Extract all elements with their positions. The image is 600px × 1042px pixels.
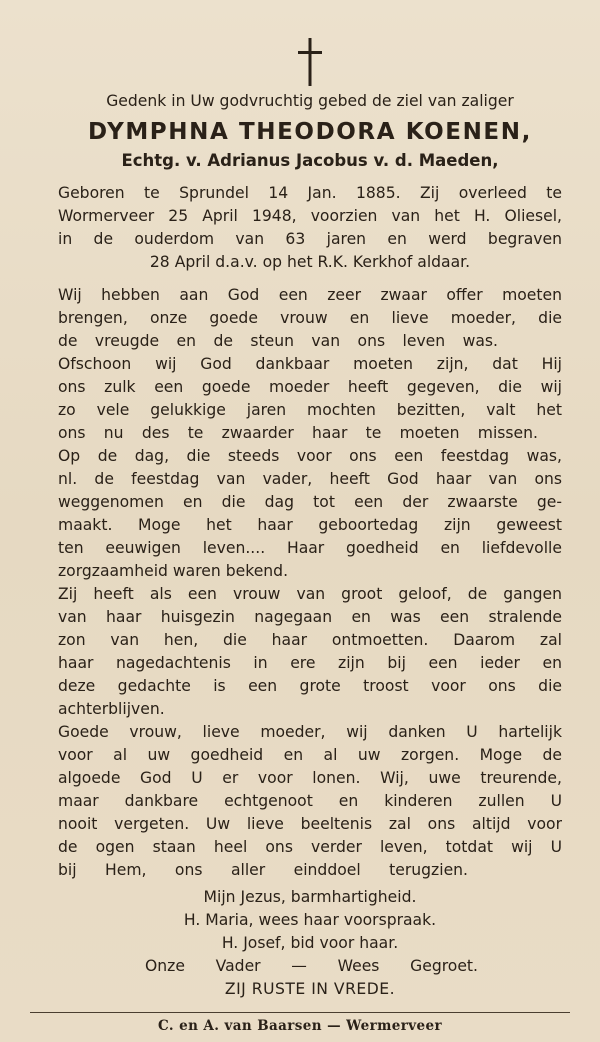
body-line: van haar huisgezin nagegaan en was een stralende	[58, 608, 562, 626]
body-line: Op de dag, die steeds voor ons een feestdag was,	[58, 447, 562, 465]
body-line: zon van hen, die haar ontmoetten. Daarom zal	[58, 631, 562, 649]
deceased-name: DYMPHNA THEODORA KOENEN,	[88, 119, 532, 145]
printer-credit: C. en A. van Baarsen — Wermerveer	[158, 1018, 442, 1034]
spouse-line: Echtg. v. Adrianus Jacobus v. d. Maeden,	[121, 151, 499, 170]
body-line: voor al uw goedheid en al uw zorgen. Moge de	[58, 746, 562, 764]
body-line: Ofschoon wij God dankbaar moeten zijn, dat Hij	[58, 355, 562, 373]
rest-in-peace: ZIJ RUSTE IN VREDE.	[224, 980, 396, 998]
body-line: nl. de feestdag van vader, heeft God haar van ons	[58, 470, 562, 488]
intro-line: Gedenk in Uw godvruchtig gebed de ziel van zaliger	[106, 92, 514, 110]
biography-line: Wormerveer 25 April 1948, voorzien van het H. Oliesel,	[58, 207, 562, 225]
body-line: zorgzaamheid waren bekend.	[58, 562, 289, 580]
body-line: maakt. Moge het haar geboortedag zijn geweest	[58, 516, 562, 534]
body-line: nooit vergeten. Uw lieve beeltenis zal ons altijd voor	[58, 815, 562, 833]
biography-line: Geboren te Sprundel 14 Jan. 1885. Zij overleed te	[58, 184, 562, 202]
body-line: weggenomen en die dag tot een der zwaarste ge-	[58, 493, 562, 511]
body-line: ten eeuwigen leven.... Haar goedheid en liefdevolle	[58, 539, 562, 557]
body-line: achterblijven.	[58, 700, 165, 718]
body-line: deze gedachte is een grote troost voor ons die	[58, 677, 562, 695]
body-line: maar dankbare echtgenoot en kinderen zullen U	[58, 792, 562, 810]
body-line: ons zulk een goede moeder heeft gegeven, die wij	[58, 378, 562, 396]
prayer-line: H. Maria, wees haar voorspraak.	[183, 911, 437, 929]
cross-icon	[289, 38, 331, 86]
biography-line: in de ouderdom van 63 jaren en werd begraven	[58, 230, 562, 248]
body-line: de ogen staan heel ons verder leven, totdat wij U	[58, 838, 562, 856]
body-line: algoede God U er voor lonen. Wij, uwe treurende,	[58, 769, 562, 787]
body-line: brengen, onze goede vrouw en lieve moeder, die	[58, 309, 562, 327]
body-line: ons nu des te zwaarder haar te moeten missen.	[58, 424, 538, 442]
body-line: Goede vrouw, lieve moeder, wij danken U hartelijk	[58, 723, 562, 741]
body-line: Zij heeft als een vrouw van groot geloof, de gangen	[58, 585, 562, 603]
body-line: haar nagedachtenis in ere zijn bij een ieder en	[58, 654, 562, 672]
prayer-line: Onze Vader — Wees Gegroet.	[145, 957, 478, 975]
body-line: Wij hebben aan God een zeer zwaar offer moeten	[58, 286, 562, 304]
body-line: bij Hem, ons aller einddoel terugzien.	[58, 861, 468, 879]
body-line: de vreugde en de steun van ons leven was.	[58, 332, 498, 350]
biography-line: 28 April d.a.v. op het R.K. Kerkhof aldaar.	[149, 253, 471, 271]
prayer-line: H. Josef, bid voor haar.	[221, 934, 399, 952]
body-line: zo vele gelukkige jaren mochten bezitten, valt het	[58, 401, 562, 419]
divider	[30, 1012, 570, 1013]
prayer-line: Mijn Jezus, barmhartigheid.	[203, 888, 417, 906]
